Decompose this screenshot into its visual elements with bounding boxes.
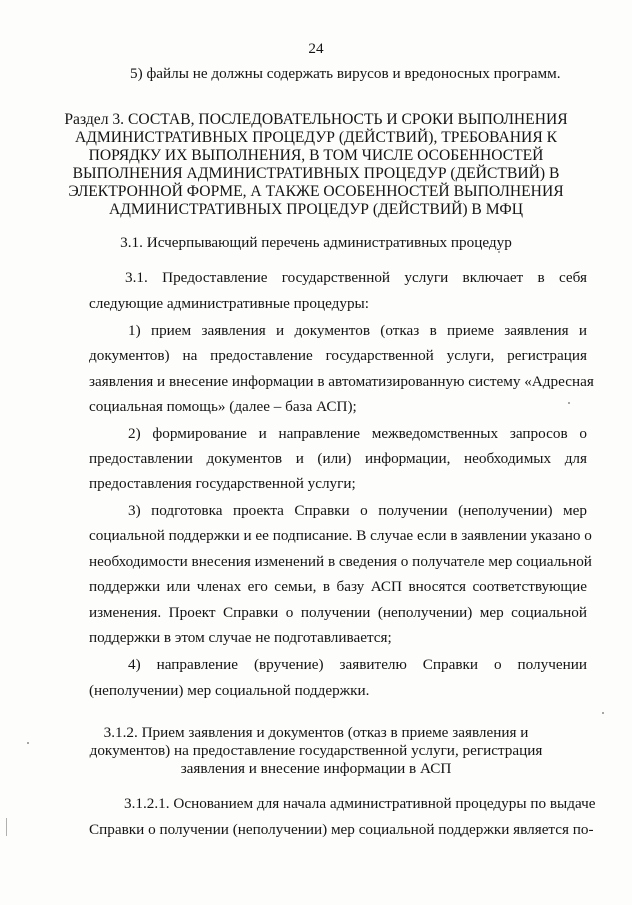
section-heading-line: АДМИНИСТРАТИВНЫХ ПРОЦЕДУР (ДЕЙСТВИЙ), ТРЕБОВАНИЯ К xyxy=(74,129,558,146)
page-number: 24 xyxy=(308,40,324,57)
list-item-4-line: (неполучении) мер социальной поддержки. xyxy=(89,682,370,699)
list-item-2-line: предоставления государственной услуги; xyxy=(89,475,356,492)
subheading-line: заявления и внесение информации в АСП xyxy=(180,760,452,777)
list-item-3-line: социальной поддержки и ее подписание. В случае если в заявлении указано о xyxy=(89,527,592,544)
scan-speck xyxy=(568,402,570,404)
scan-speck xyxy=(6,818,7,836)
scan-speck xyxy=(27,742,29,744)
section-heading xyxy=(60,111,572,219)
section-heading-line: ВЫПОЛНЕНИЯ АДМИНИСТРАТИВНЫХ ПРОЦЕДУР (ДЕЙСТВИЙ) В xyxy=(72,165,560,182)
subheading-line: документов) на предоставление государственной услуги, регистрация xyxy=(89,742,543,759)
paragraph-line: следующие административные процедуры: xyxy=(89,295,369,312)
list-item-2-line: 2) формирование и направление межведомственных запросов о xyxy=(128,425,587,442)
list-item-3-line: 3) подготовка проекта Справки о получении (неполучении) мер xyxy=(128,502,587,519)
list-item-3-line: поддержки в этом случае не подготавливается; xyxy=(89,629,392,646)
subheading-3-1-2 xyxy=(60,724,572,778)
list-item-1-line: заявления и внесение информации в автоматизированную систему «Адресная xyxy=(89,373,594,390)
section-heading-line: АДМИНИСТРАТИВНЫХ ПРОЦЕДУР (ДЕЙСТВИЙ) В МФЦ xyxy=(109,201,523,218)
scan-speck xyxy=(602,712,604,714)
section-heading-line: ЭЛЕКТРОННОЙ ФОРМЕ, А ТАКЖЕ ОСОБЕННОСТЕЙ ВЫПОЛНЕНИЯ xyxy=(68,183,564,200)
list-item-4-line: 4) направление (вручение) заявителю Справки о получении xyxy=(128,656,587,673)
section-heading-line: ПОРЯДКУ ИХ ВЫПОЛНЕНИЯ, В ТОМ ЧИСЛЕ ОСОБЕННОСТЕЙ xyxy=(88,147,544,164)
list-item-3-line: необходимости внесения изменений в сведения о получателе мер социальной xyxy=(89,553,592,570)
subsection-title: 3.1. Исчерпывающий перечень административных процедур xyxy=(120,234,512,251)
paragraph-line: 3.1. Предоставление государственной услуги включает в себя xyxy=(125,269,587,286)
scan-speck xyxy=(498,251,500,253)
intro-list-item: 5) файлы не должны содержать вирусов и вредоносных программ. xyxy=(130,65,561,82)
list-item-3-line: поддержки или членах его семьи, в базу АСП вносятся соответствующие xyxy=(89,578,587,595)
list-item-2-line: предоставлении документов и (или) информации, необходимых для xyxy=(89,450,587,467)
list-item-1-line: социальная помощь» (далее – база АСП); xyxy=(89,398,357,415)
paragraph-3-1-2-1-line: Справки о получении (неполучении) мер социальной поддержки является по- xyxy=(89,821,594,838)
paragraph-3-1-2-1-line: 3.1.2.1. Основанием для начала административной процедуры по выдаче xyxy=(124,795,596,812)
list-item-1-line: документов) на предоставление государственной услуги, регистрация xyxy=(89,347,587,364)
list-item-3-line: изменения. Проект Справки о получении (неполучении) мер социальной xyxy=(89,604,587,621)
list-item-1-line: 1) прием заявления и документов (отказ в приеме заявления и xyxy=(128,322,587,339)
section-heading-line: Раздел 3. СОСТАВ, ПОСЛЕДОВАТЕЛЬНОСТЬ И СРОКИ ВЫПОЛНЕНИЯ xyxy=(64,111,568,128)
subheading-line: 3.1.2. Прием заявления и документов (отказ в приеме заявления и xyxy=(103,724,529,741)
